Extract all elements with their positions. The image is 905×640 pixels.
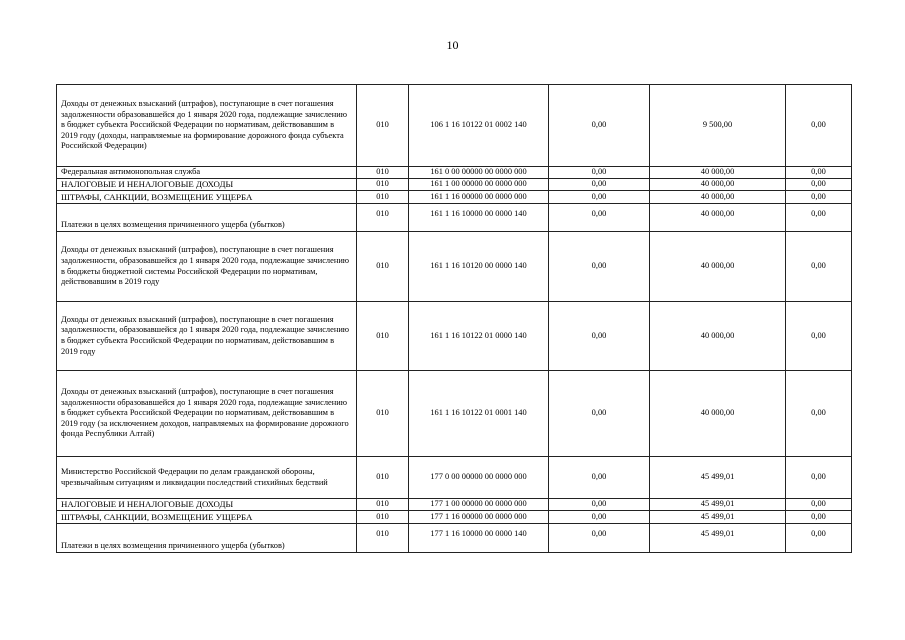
- row-value-1: 0,00: [549, 371, 650, 457]
- row-value-2: 40 000,00: [650, 302, 786, 371]
- row-admin-code: 010: [357, 524, 409, 553]
- row-admin-code: 010: [357, 499, 409, 511]
- row-admin-code: 010: [357, 85, 409, 167]
- row-admin-code: 010: [357, 511, 409, 524]
- row-value-2: 45 499,01: [650, 511, 786, 524]
- row-kbk: 177 1 16 10000 00 0000 140: [409, 524, 549, 553]
- row-admin-code: 010: [357, 179, 409, 191]
- row-value-3: 0,00: [786, 204, 852, 232]
- row-value-2: 45 499,01: [650, 457, 786, 499]
- row-value-2: 40 000,00: [650, 167, 786, 179]
- table-row: [57, 499, 852, 511]
- row-kbk: 177 1 00 00000 00 0000 000: [409, 499, 549, 511]
- row-value-3: 0,00: [786, 191, 852, 204]
- row-name: НАЛОГОВЫЕ И НЕНАЛОГОВЫЕ ДОХОДЫ: [57, 499, 357, 511]
- table-row: [57, 232, 852, 302]
- row-value-3: 0,00: [786, 302, 852, 371]
- row-name: Доходы от денежных взысканий (штрафов), поступающие в счет погашения задолженности, образовавшейся до 1 января 2020 года, подлежащие зачислению в бюджет субъекта Российской Федерации по нормативам, действовавшим в 2019 году: [57, 302, 357, 371]
- row-admin-code: 010: [357, 232, 409, 302]
- row-name: Федеральная антимонопольная служба: [57, 167, 357, 179]
- row-value-1: 0,00: [549, 179, 650, 191]
- table-row: [57, 302, 852, 371]
- row-kbk: 161 1 16 10122 01 0000 140: [409, 302, 549, 371]
- row-value-1: 0,00: [549, 302, 650, 371]
- row-value-1: 0,00: [549, 499, 650, 511]
- row-value-3: 0,00: [786, 511, 852, 524]
- row-name: Доходы от денежных взысканий (штрафов), поступающие в счет погашения задолженности образовавшейся до 1 января 2020 года, подлежащие зачислению в бюджет субъекта Российской Федерации по нормативам, действовавшим в 2019 году (за исключением доходов, направляемых на формирование дорожного фонда Республики Алтай): [57, 371, 357, 457]
- row-value-3: 0,00: [786, 457, 852, 499]
- table-row: [57, 457, 852, 499]
- row-kbk: 161 1 16 10120 00 0000 140: [409, 232, 549, 302]
- row-value-2: 45 499,01: [650, 499, 786, 511]
- row-kbk: 106 1 16 10122 01 0002 140: [409, 85, 549, 167]
- row-kbk: 161 1 16 10000 00 0000 140: [409, 204, 549, 232]
- revenue-table: [56, 84, 852, 553]
- table-row: [57, 204, 852, 232]
- page-number: 10: [446, 38, 459, 52]
- row-value-3: 0,00: [786, 179, 852, 191]
- row-value-2: 45 499,01: [650, 524, 786, 553]
- row-admin-code: 010: [357, 167, 409, 179]
- row-admin-code: 010: [357, 457, 409, 499]
- row-value-2: 40 000,00: [650, 191, 786, 204]
- row-value-3: 0,00: [786, 232, 852, 302]
- row-value-3: 0,00: [786, 371, 852, 457]
- row-admin-code: 010: [357, 204, 409, 232]
- row-value-1: 0,00: [549, 204, 650, 232]
- table-row: [57, 511, 852, 524]
- table-row: [57, 167, 852, 179]
- row-admin-code: 010: [357, 371, 409, 457]
- row-value-1: 0,00: [549, 511, 650, 524]
- table-row: [57, 191, 852, 204]
- row-name: ШТРАФЫ, САНКЦИИ, ВОЗМЕЩЕНИЕ УЩЕРБА: [57, 511, 357, 524]
- row-value-2: 40 000,00: [650, 204, 786, 232]
- row-kbk: 177 1 16 00000 00 0000 000: [409, 511, 549, 524]
- row-value-2: 40 000,00: [650, 371, 786, 457]
- row-name: Министерство Российской Федерации по делам гражданской обороны, чрезвычайным ситуациям и ликвидации последствий стихийных бедствий: [57, 457, 357, 499]
- row-value-3: 0,00: [786, 499, 852, 511]
- row-kbk: 161 1 00 00000 00 0000 000: [409, 179, 549, 191]
- row-name: ШТРАФЫ, САНКЦИИ, ВОЗМЕЩЕНИЕ УЩЕРБА: [57, 191, 357, 204]
- row-name: Доходы от денежных взысканий (штрафов), поступающие в счет погашения задолженности образовавшейся до 1 января 2020 года, подлежащие зачислению в бюджет субъекта Российской Федерации по нормативам, действовавшим в 2019 году (доходы, направляемые на формирование дорожного фонда субъекта Российской Федерации): [57, 85, 357, 167]
- row-value-1: 0,00: [549, 457, 650, 499]
- row-value-1: 0,00: [549, 167, 650, 179]
- row-value-2: 40 000,00: [650, 179, 786, 191]
- table-row: [57, 371, 852, 457]
- row-kbk: 161 1 16 10122 01 0001 140: [409, 371, 549, 457]
- row-kbk: 177 0 00 00000 00 0000 000: [409, 457, 549, 499]
- row-value-2: 9 500,00: [650, 85, 786, 167]
- row-value-3: 0,00: [786, 167, 852, 179]
- row-value-1: 0,00: [549, 232, 650, 302]
- row-admin-code: 010: [357, 302, 409, 371]
- table-row: [57, 179, 852, 191]
- row-kbk: 161 0 00 00000 00 0000 000: [409, 167, 549, 179]
- row-value-3: 0,00: [786, 85, 852, 167]
- row-value-3: 0,00: [786, 524, 852, 553]
- row-name: Платежи в целях возмещения причиненного ущерба (убытков): [57, 524, 357, 553]
- row-admin-code: 010: [357, 191, 409, 204]
- row-name: Доходы от денежных взысканий (штрафов), поступающие в счет погашения задолженности, образовавшейся до 1 января 2020 года, подлежащие зачислению в бюджеты бюджетной системы Российской Федерации по нормативам, действовавшим в 2019 году: [57, 232, 357, 302]
- row-kbk: 161 1 16 00000 00 0000 000: [409, 191, 549, 204]
- row-name: НАЛОГОВЫЕ И НЕНАЛОГОВЫЕ ДОХОДЫ: [57, 179, 357, 191]
- row-value-2: 40 000,00: [650, 232, 786, 302]
- row-name: Платежи в целях возмещения причиненного ущерба (убытков): [57, 204, 357, 232]
- table-row: [57, 85, 852, 167]
- row-value-1: 0,00: [549, 524, 650, 553]
- row-value-1: 0,00: [549, 191, 650, 204]
- row-value-1: 0,00: [549, 85, 650, 167]
- table-row: [57, 524, 852, 553]
